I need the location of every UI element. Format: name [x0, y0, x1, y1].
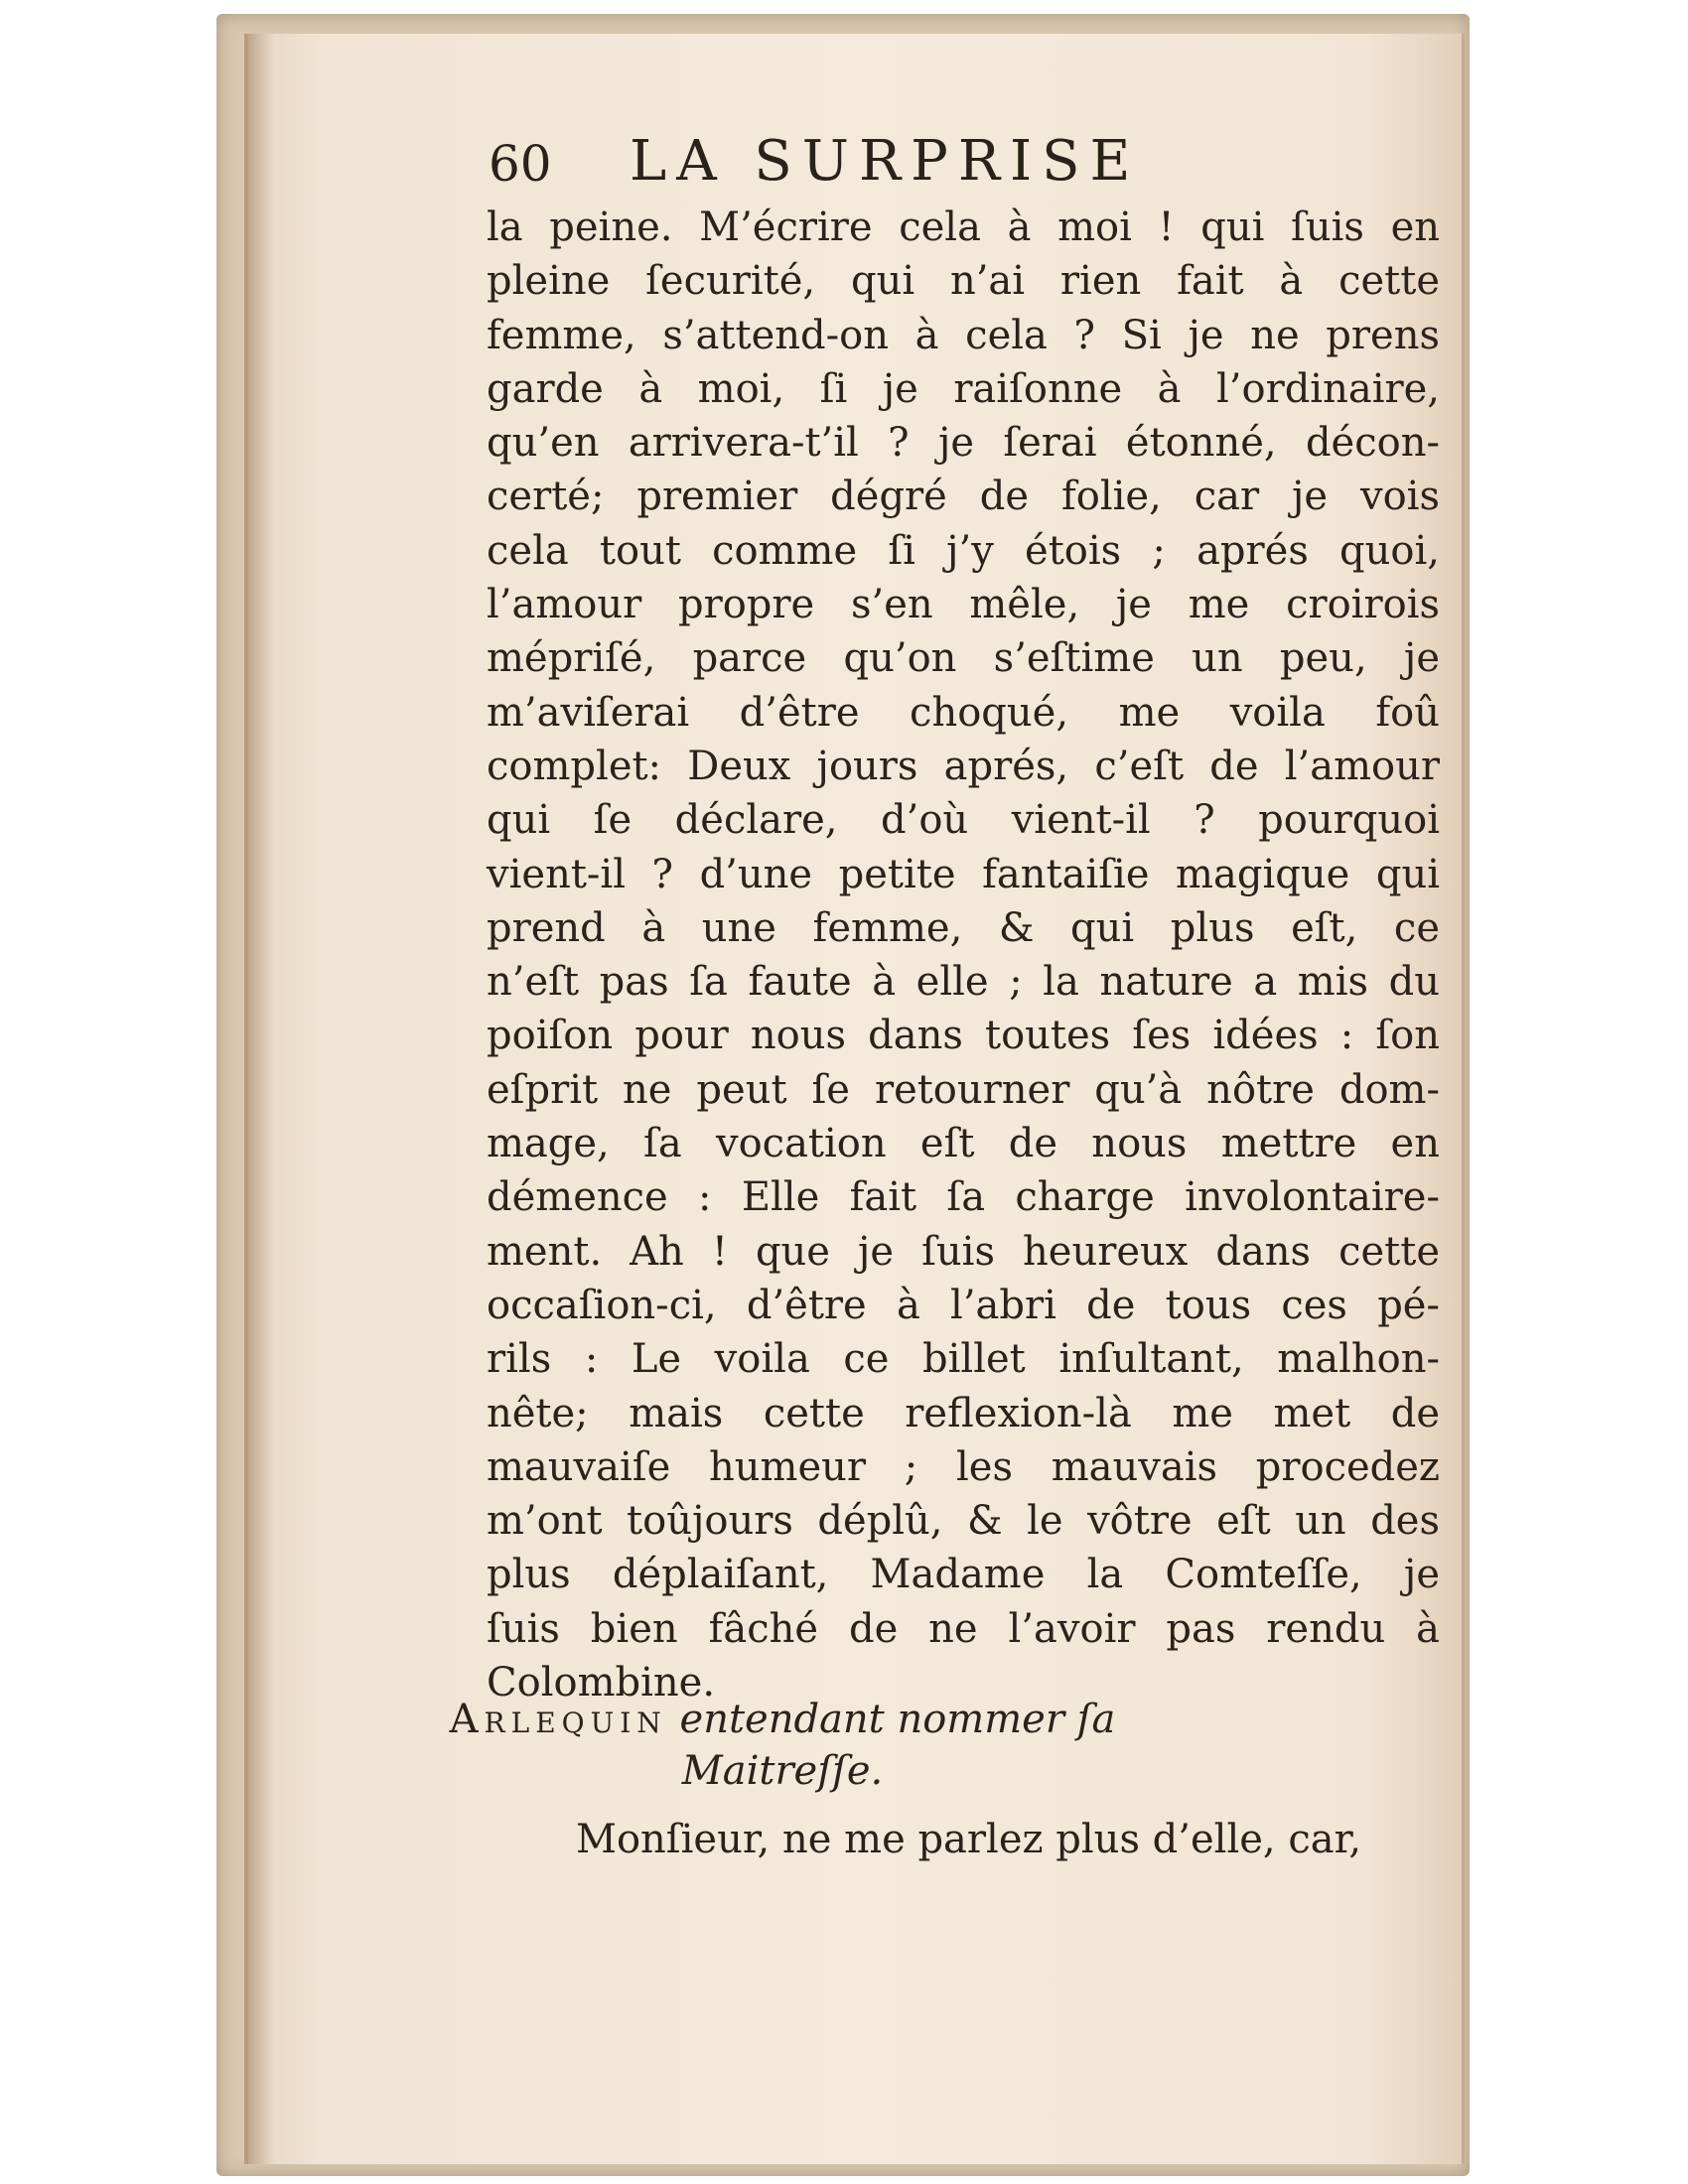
text-line: plus déplaiſant, Madame la Comteſſe, je: [487, 1552, 1440, 1598]
text-line: nête; mais cette reflexion-là me met de: [487, 1390, 1440, 1436]
text-line: m’ont toûjours déplû, & le vôtre eſt un des: [487, 1498, 1440, 1545]
text-line: démence : Elle fait ſa charge involontaire-: [487, 1174, 1440, 1221]
speaker-heading: [375, 1694, 1190, 1797]
text-line: n’eſt pas ſa faute à elle ; la nature a mis du: [487, 959, 1440, 1006]
page-header: [487, 113, 1440, 203]
speaker-name: Arlequin: [449, 1697, 667, 1742]
text-line: garde à moi, ſi je raiſonne à l’ordinaire,: [487, 365, 1440, 412]
text-line: mépriſé, parce qu’on s’eſtime un peu, je: [487, 635, 1440, 682]
stage-direction: entendant nommer ſa: [679, 1697, 1116, 1742]
text-line: qu’en arrivera-t’il ? je ſerai étonné, décon-: [487, 420, 1440, 467]
speaker-line-1: [375, 1694, 1190, 1745]
text-line: ſuis bien fâché de ne l’avoir pas rendu à: [487, 1605, 1440, 1652]
spine-shadow: [248, 34, 274, 2164]
text-line: vient-il ? d’une petite fantaiſie magique qui: [487, 851, 1440, 897]
body-text: [487, 201, 1440, 1709]
text-line: eſprit ne peut ſe retourner qu’à nôtre dom-: [487, 1066, 1440, 1113]
text-line: occaſion-ci, d’être à l’abri de tous ces pé-: [487, 1282, 1440, 1328]
text-line: poiſon pour nous dans toutes ſes idées : ſon: [487, 1013, 1440, 1059]
text-line: cela tout comme ſi j’y étois ; aprés quoi,: [487, 527, 1440, 574]
text-line: complet: Deux jours aprés, c’eſt de l’amour: [487, 743, 1440, 789]
text-line: femme, s’attend-on à cela ? Si je ne prens: [487, 312, 1440, 358]
text-line: rils : Le voila ce billet inſultant, malhon-: [487, 1336, 1440, 1383]
text-line: certé; premier dégré de folie, car je vois: [487, 474, 1440, 520]
stage-direction-continued: Maitreſſe.: [681, 1748, 884, 1794]
text-line: mauvaiſe humeur ; les mauvais procedez: [487, 1443, 1440, 1490]
text-line: la peine. M’écrire cela à moi ! qui ſuis en: [487, 205, 1440, 250]
text-line: m’aviſerai d’être choqué, me voila foû: [487, 689, 1440, 736]
running-title: LA SURPRISE: [630, 129, 1141, 194]
text-line: prend à une femme, & qui plus eſt, ce: [487, 904, 1440, 951]
text-line: l’amour propre s’en mêle, je me croirois: [487, 582, 1440, 628]
text-line: qui ſe déclare, d’où vient-il ? pourquoi: [487, 797, 1440, 844]
speech-text: Monſieur, ne me parlez plus d’elle, car,: [576, 1817, 1362, 1862]
text-line: mage, ſa vocation eſt de nous mettre en: [487, 1121, 1440, 1167]
text-line: ment. Ah ! que je ſuis heureux dans cette: [487, 1228, 1440, 1275]
text-line: pleine ſecurité, qui n’ai rien fait à cette: [487, 258, 1440, 305]
text-line: Colombine.: [487, 1660, 716, 1706]
page-number: 60: [489, 135, 552, 193]
